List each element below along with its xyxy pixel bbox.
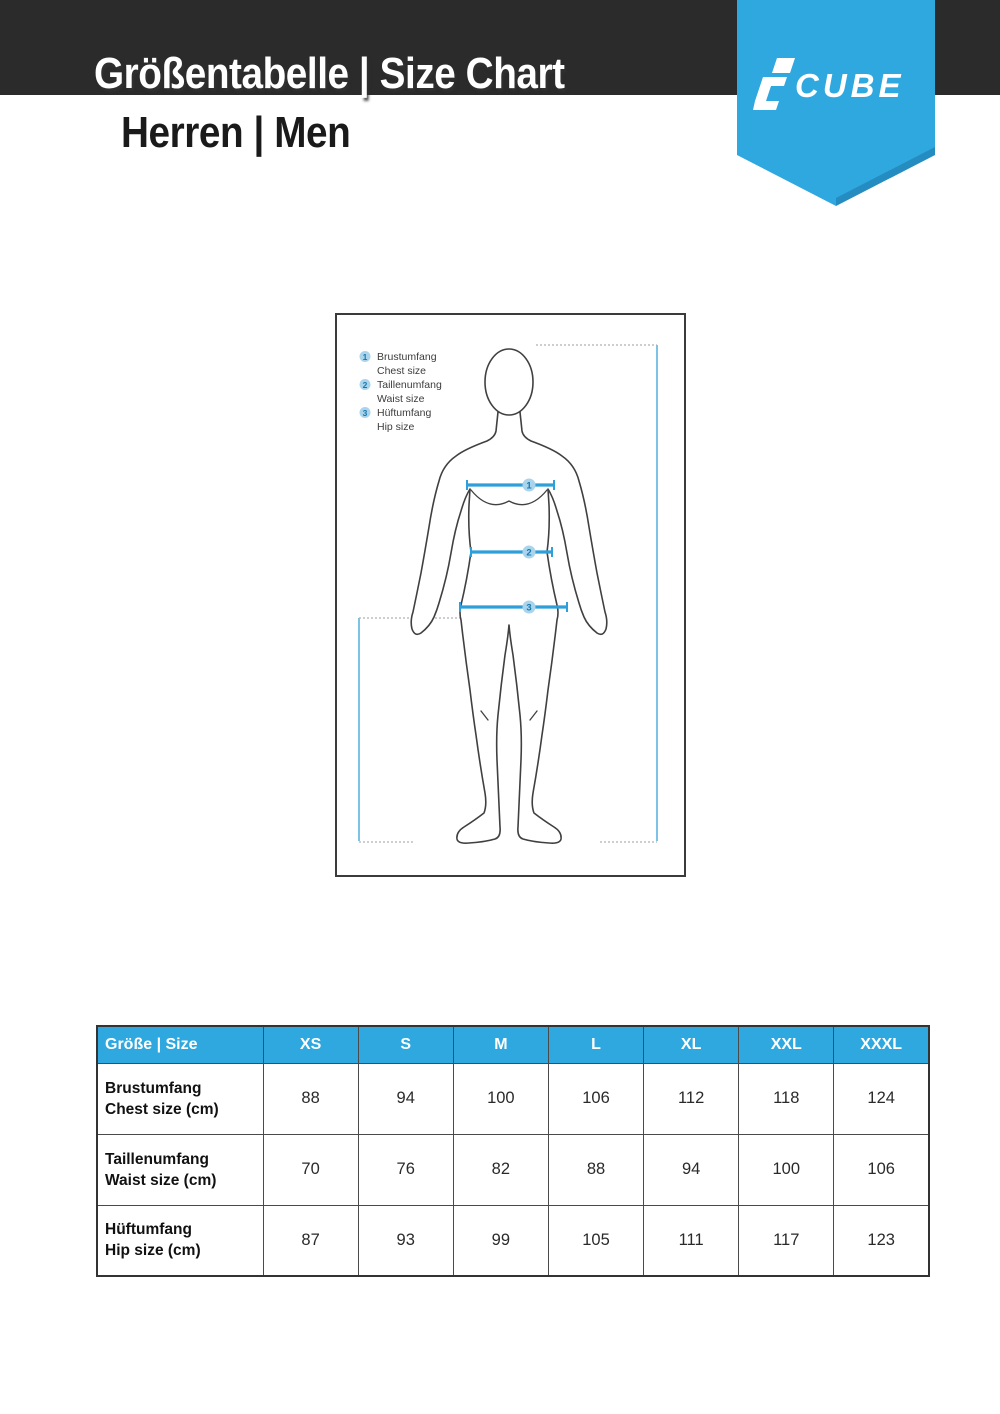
legend-item-waist [360,379,442,405]
brand-ribbon-shape [737,0,935,206]
chest-line-badge [523,479,536,492]
legend-chest-de: Brustumfang [377,351,437,363]
size-value-cell: 88 [263,1063,358,1134]
size-row-label-de: Hüftumfang [105,1221,192,1239]
size-row-label-en: Hip size (cm) [105,1242,201,1260]
brand-ribbon [737,0,935,206]
size-value-cell: 82 [453,1134,548,1205]
legend-chest-en: Chest size [377,365,427,377]
size-value-cell: 94 [644,1134,739,1205]
size-value-cell: 123 [834,1205,929,1276]
size-row-label-de: Brustumfang [105,1079,202,1097]
size-row-label-en: Chest size (cm) [105,1100,219,1118]
size-value-cell: 94 [358,1063,453,1134]
legend-waist-de: Taillenumfang [377,379,442,391]
svg-text:1: 1 [526,480,532,492]
size-table-corner-header: Größe | Size [97,1026,263,1063]
measurement-diagram [335,313,686,877]
size-table-row [97,1063,929,1134]
svg-text:2: 2 [362,380,368,390]
svg-text:1: 1 [362,352,368,362]
legend-hip-en: Hip size [377,421,415,433]
size-row-label [97,1063,263,1134]
cube-logo-wordmark: CUBE [795,67,905,104]
size-column-header: S [358,1026,453,1063]
size-column-header: XS [263,1026,358,1063]
legend-hip-de: Hüftumfang [377,407,432,419]
svg-text:3: 3 [526,602,532,614]
size-column-header: L [548,1026,643,1063]
waist-line-badge [523,546,536,559]
size-value-cell: 100 [739,1134,834,1205]
size-row-label-en: Waist size (cm) [105,1171,217,1189]
size-row-label [97,1205,263,1276]
page-subtitle: Herren | Men [121,108,351,157]
size-table [96,1025,930,1277]
size-table-head [97,1026,929,1063]
page-title: Größentabelle | Size Chart [94,49,565,98]
size-value-cell: 100 [453,1063,548,1134]
size-value-cell: 70 [263,1134,358,1205]
size-row-label [97,1134,263,1205]
size-value-cell: 106 [834,1134,929,1205]
size-value-cell: 87 [263,1205,358,1276]
size-value-cell: 111 [644,1205,739,1276]
size-column-header: XXL [739,1026,834,1063]
size-value-cell: 105 [548,1205,643,1276]
size-table-row [97,1134,929,1205]
size-value-cell: 124 [834,1063,929,1134]
svg-text:3: 3 [362,408,368,418]
legend-item-chest [360,351,437,377]
size-value-cell: 112 [644,1063,739,1134]
size-column-header: XL [644,1026,739,1063]
hip-line-badge [523,601,536,614]
diagram-legend [360,351,442,433]
size-value-cell: 99 [453,1205,548,1276]
legend-item-hip [360,407,432,433]
svg-text:2: 2 [526,547,532,559]
size-column-header: XXXL [834,1026,929,1063]
size-value-cell: 76 [358,1134,453,1205]
body-figure [411,349,607,843]
legend-waist-en: Waist size [377,393,425,405]
measurement-diagram-svg [337,315,684,875]
size-value-cell: 88 [548,1134,643,1205]
size-row-label-de: Taillenumfang [105,1150,209,1168]
size-value-cell: 93 [358,1205,453,1276]
size-table-header-row [97,1026,929,1063]
size-value-cell: 106 [548,1063,643,1134]
size-value-cell: 117 [739,1205,834,1276]
size-table-body [97,1063,929,1276]
size-table-row [97,1205,929,1276]
size-value-cell: 118 [739,1063,834,1134]
size-column-header: M [453,1026,548,1063]
